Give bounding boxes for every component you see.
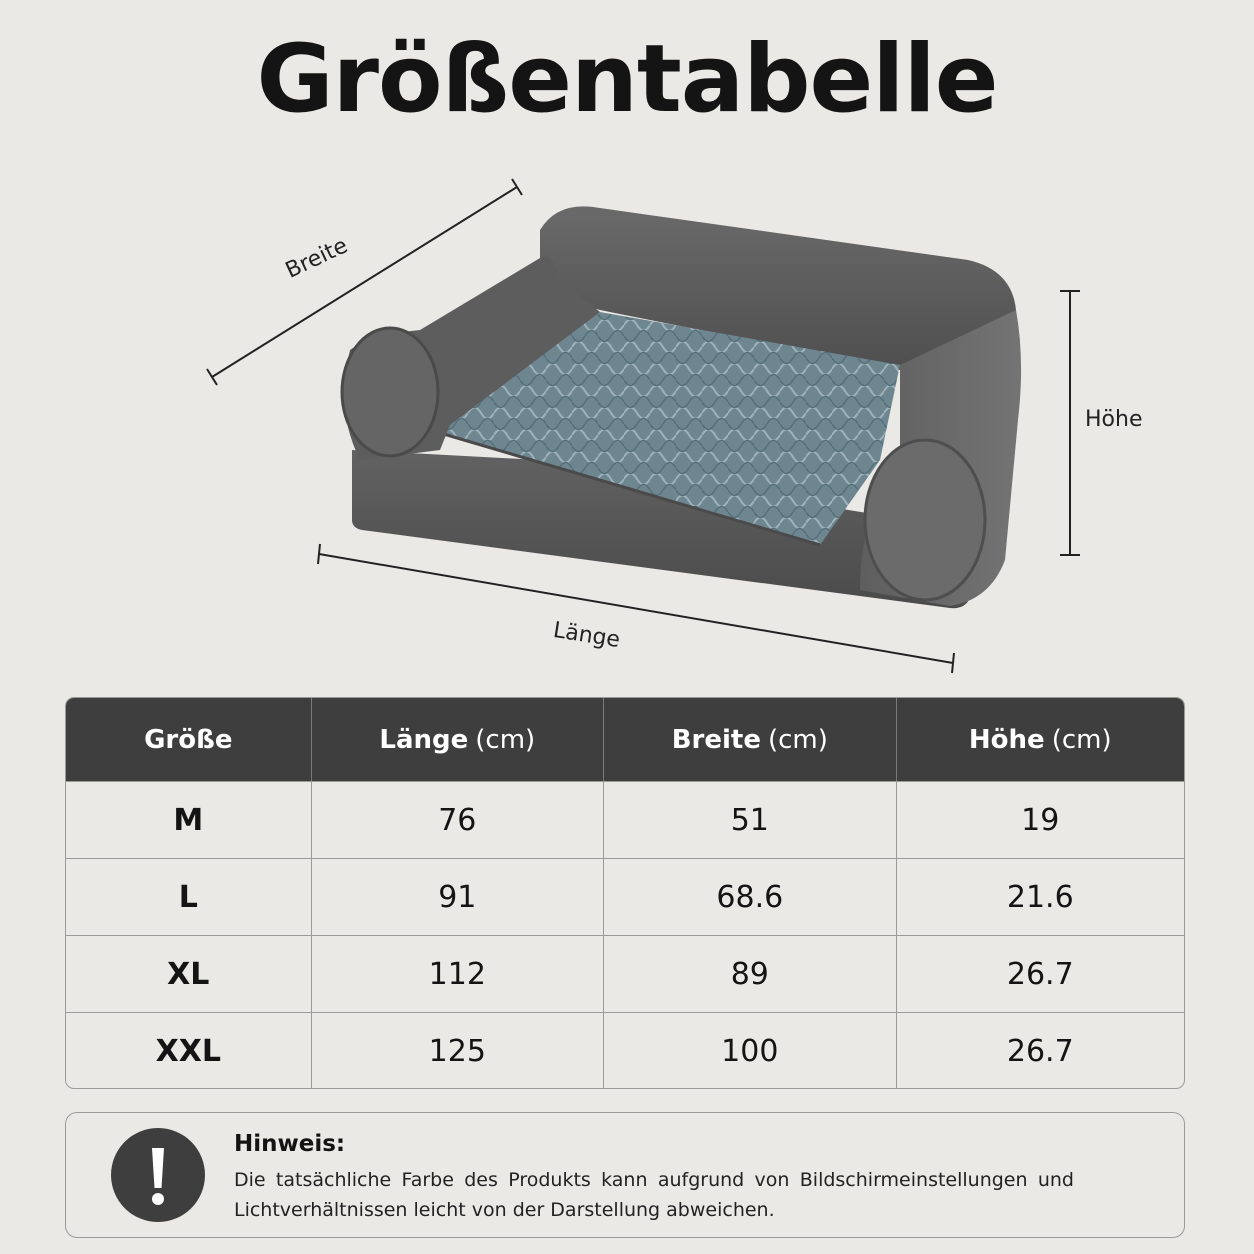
product-illustration — [0, 160, 1254, 690]
length-cell: 76 — [312, 782, 604, 858]
height-label: Höhe — [1085, 407, 1143, 432]
size-table — [65, 697, 1185, 1089]
length-cell: 91 — [312, 859, 604, 935]
table-row — [66, 858, 1184, 935]
size-cell: XL — [66, 936, 312, 1012]
header-cell-width: Breite (cm) — [604, 698, 896, 781]
note-box — [65, 1112, 1185, 1238]
width-cell: 100 — [604, 1013, 896, 1089]
length-label: Länge — [551, 617, 622, 654]
header-cell-size: Größe — [66, 698, 312, 781]
dog-sofa-bed-image — [0, 160, 1254, 690]
exclamation-icon — [109, 1126, 207, 1224]
table-row — [66, 935, 1184, 1012]
table-row — [66, 1012, 1184, 1089]
table-row — [66, 781, 1184, 858]
height-cell: 26.7 — [1006, 956, 1074, 992]
size-cell: L — [66, 859, 312, 935]
table-header-row — [66, 698, 1184, 781]
header-cell-length: Länge (cm) — [312, 698, 604, 781]
width-cell: 51 — [604, 782, 896, 858]
height-cell: 19 — [1021, 802, 1060, 838]
height-cell: 26.7 — [1006, 1033, 1074, 1069]
width-label: Breite — [281, 233, 352, 284]
width-cell: 89 — [604, 936, 896, 1012]
note-text: Die tatsächliche Farbe des Produkts kann aufgrund von Bildschirmeinstellungen und Lichtverhältnissen leicht von der Darstellung abweichen. — [234, 1169, 1074, 1221]
size-cell: XXL — [66, 1013, 312, 1089]
page-title: Größentabelle — [256, 25, 998, 134]
size-cell: M — [66, 782, 312, 858]
header-cell-height: Höhe (cm) — [968, 724, 1112, 755]
height-cell: 21.6 — [1006, 879, 1074, 915]
note-title: Hinweis: — [234, 1131, 346, 1157]
length-cell: 125 — [312, 1013, 604, 1089]
width-cell: 68.6 — [604, 859, 896, 935]
length-cell: 112 — [312, 936, 604, 1012]
height-dimension-line — [1060, 291, 1080, 555]
